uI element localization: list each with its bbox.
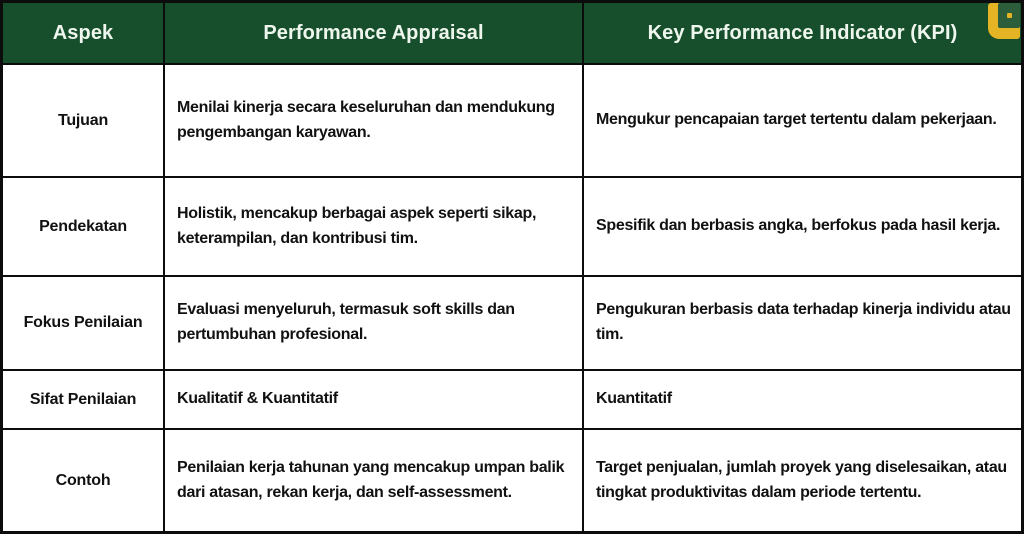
table-row-pendekatan-aspect (3, 178, 163, 275)
aspect-label: Contoh (55, 471, 111, 489)
brand-logo-icon (988, 3, 1020, 39)
kpi-text: Pengukuran berbasis data terhadap kinerja individu atau tim. (596, 301, 1011, 343)
pa-text: Penilaian kerja tahunan yang mencakup umpan balik dari atasan, rekan kerja, dan self-assessment. (177, 458, 565, 501)
table-row-fokus-penilaian-aspect (3, 277, 163, 369)
kpi-text: Mengukur pencapaian target tertentu dalam pekerjaan. (596, 111, 997, 129)
table-row-pendekatan-pa (165, 178, 582, 275)
table-row-contoh-kpi (584, 430, 1021, 531)
table-row-pendekatan-kpi (584, 178, 1021, 275)
aspect-label: Sifat Penilaian (29, 390, 137, 408)
column-header-aspek (3, 3, 163, 63)
table-row-sifat-penilaian-kpi (584, 371, 1021, 428)
aspect-label: Pendekatan (39, 217, 127, 235)
column-header-kpi-label: Key Performance Indicator (KPI) (647, 21, 958, 44)
kpi-text: Target penjualan, jumlah proyek yang diselesaikan, atau tingkat produktivitas dalam periode tertentu. (596, 458, 1007, 501)
table-row-contoh-pa (165, 430, 582, 531)
pa-text: Evaluasi menyeluruh, termasuk soft skills dan pertumbuhan profesional. (177, 301, 515, 343)
table-row-sifat-penilaian-pa (165, 371, 582, 428)
table-row-tujuan-kpi (584, 65, 1021, 176)
table-row-fokus-penilaian-pa (165, 277, 582, 369)
table-row-fokus-penilaian-kpi (584, 277, 1021, 369)
column-header-aspek-label: Aspek (52, 21, 114, 44)
pa-text: Kualitatif & Kuantitatif (177, 390, 338, 408)
column-header-performance-appraisal (165, 3, 582, 63)
column-header-performance-appraisal-label: Performance Appraisal (263, 21, 484, 44)
column-header-kpi (584, 3, 1021, 63)
brand-logo-dot (1007, 13, 1012, 18)
aspect-label: Tujuan (57, 111, 109, 129)
kpi-text: Kuantitatif (596, 390, 672, 408)
pa-text: Holistik, mencakup berbagai aspek seperti sikap, keterampilan, dan kontribusi tim. (177, 204, 537, 247)
pa-text: Menilai kinerja secara keseluruhan dan mendukung pengembangan karyawan. (177, 98, 555, 141)
table-row-tujuan-aspect (3, 65, 163, 176)
table-row-sifat-penilaian-aspect (3, 371, 163, 428)
kpi-text: Spesifik dan berbasis angka, berfokus pada hasil kerja. (596, 217, 1001, 235)
table-row-tujuan-pa (165, 65, 582, 176)
aspect-label: Fokus Penilaian (23, 314, 143, 331)
table-row-contoh-aspect (3, 430, 163, 531)
